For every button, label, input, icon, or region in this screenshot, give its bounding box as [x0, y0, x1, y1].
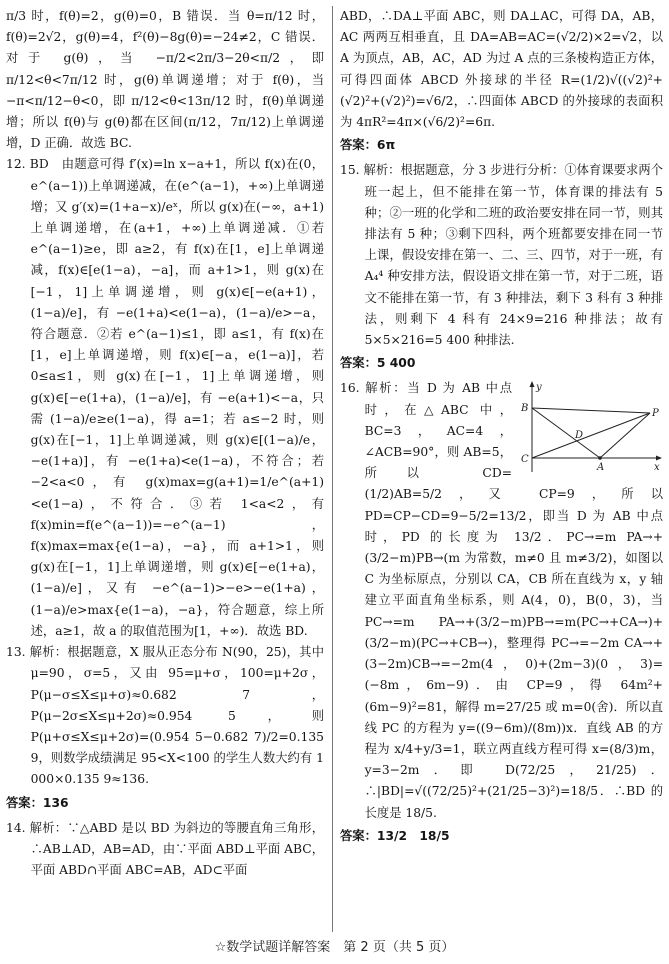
- label-d: D: [575, 430, 584, 442]
- q16-coordinate-figure: [518, 380, 663, 476]
- left-column: [6, 6, 324, 928]
- x-axis-arrow: [656, 456, 662, 461]
- q14-solution-end: ABD，∴DA⊥平面 ABC，则 DA⊥AC，可得 DA，AB，AC 两两互相垂直，且 DA=AB=AC=(√2/2)×2=√2，以 A 为顶点，AB，AC，AD 为过 A 点的三条棱构造正方体，可得四面体 ABCD 外接球的半径 R=(1/2)√((√2)²+(√2)²+(√2)²)=√6/2，∴四面体 ABCD 的外接球的表面积为 4πR²=4π×(√6/2)²=6π.: [340, 9, 663, 130]
- segment-ab: [532, 408, 600, 458]
- page-footer: ☆数学试题详解答案 第 2 页（共 5 页）: [214, 940, 455, 955]
- y-axis-arrow: [530, 381, 535, 387]
- q16-answer: 答案：13/2 18/5: [340, 828, 450, 843]
- segment-bp: [532, 408, 650, 413]
- q13-answer: 答案：136: [6, 795, 69, 810]
- q15-answer: 答案：5 400: [340, 356, 416, 371]
- q15-solution: 15. 解析：根据题意，分 3 步进行分析：①体育课要求两个班一起上，但不能排在第一节，体育课的排法有 5 种；②一班的化学和二班的政治要安排在同一节，则其排法有 5 种；③剩下四科，两个班都要安排在同一节上课，假设安排在第一、二、三、四节，对于一班，有 A₄⁴ 种安排方法，假设语文排在第一节，对于二班，语文不能排在第一节，有 3 种排法，剩下 3 科有 3 种排法，则剩下 4 科有 24×9=216 种排法；故有 5×5×216=5 400 种排法.: [340, 163, 663, 348]
- label-p: P: [652, 408, 659, 420]
- q13-solution: 13. 解析：根据题意，X 服从正态分布 N(90，25)，其中 μ=90，σ=5，又由 95=μ+σ，100=μ+2σ，P(μ−σ≤X≤μ+σ)≈0.682 7，P(μ−2σ≤X≤μ+2σ)≈0.954 5，则 P(μ+σ≤X≤μ+2σ)=(0.954 5−0.682 7)/2=0.135 9，则数学成绩满足 95<X<100 的学生人数大约有 1 000×0.135 9≈136.: [6, 645, 324, 787]
- column-divider: [332, 6, 333, 932]
- q14-answer: 答案：6π: [340, 138, 396, 153]
- right-column: [340, 6, 663, 928]
- segment-ap: [600, 413, 650, 458]
- q12-solution: 12. BD 由题意可得 f′(x)=ln x−a+1，所以 f(x)在(0，e^(a−1))上单调递减，在(e^(a−1)，+∞)上单调递增；又 g′(x)=(1+a−x)/eˣ，所以 g(x)在(−∞，a+1)上单调递增，在(a+1，+∞)上单调递减．①若 e^(a−1)≥e，即 a≥2，有 f(x)在[1，e]上单调递减，f(x)∈[e(1−a)，−a]，而 a+1>1，则 g(x)在[−1，1]上单调递增，则 g(x)∈[−e(a+1)，(1−a)/e]，有 −e(1+a)<e(1−a)，(1−a)/e>−a，符合题意．②若 e^(a−1)≤1，即 a≤1，有 f(x)在[1，e]上单调递增，则 f(x)∈[−a，e(1−a)]，若 0≤a≤1，则 g(x)在[−1，1]上单调递增，则 g(x)∈[−e(1+a)，(1−a)/e]，有 −e(a+1)<−a，只需 (1−a)/e≥e(1−a)，得 a=1；若 a≤−2 时，则 g(x)在[−1，1]上单调递减，则 g(x)∈[(1−a)/e，−e(1+a)]，有 −e(1+a)<e(1−a)，不符合；若 −2<a<0，有 g(x)max=g(a+1)=1/e^(a+1)<e(1−a)，不符合．③若 1<a<2，有 f(x)min=f(e^(a−1))=−e^(a−1)，f(x)max=max{e(1−a)，−a}，而 a+1>1，则 g(x)在[−1，1]上单调递增，则 g(x)∈[−e(1+a)，(1−a)/e]，又有 −e^(a−1)>−e>−e(1+a)，(1−a)/e>max{e(1−a)，−a}，符合题意，综上所述，a≥1，故 a 的取值范围为[1，+∞)．故选 BD.: [6, 157, 324, 638]
- label-y: y: [536, 382, 542, 394]
- label-b: B: [521, 403, 529, 415]
- label-c: C: [521, 454, 529, 466]
- point-a-dot: [598, 457, 602, 461]
- q14-solution-start: 14. 解析：∵△ABD 是以 BD 为斜边的等腰直角三角形，∴AB⊥AD，AB=AD，由∵平面 ABD⊥平面 ABC，平面 ABD∩平面 ABC=AB，AD⊂平面: [6, 820, 324, 878]
- label-x: x: [654, 462, 660, 474]
- q16-solution: 16. 解析：当 D 为 AB 中点时，在△ABC 中，BC=3，AC=4，∠ACB=90°，则 AB=5，所以 CD=(1/2)AB=5/2，又 CP=9，所以 PD=CP−CD=9−5/2=13/2，即当 D 为 AB 中点时，PD 的长度为 13/2．PC→=m PA→+(3/2−m)PB→(m 为常数，m≠0 且 m≠3/2)，如图以 C 为坐标原点，分别以 CA，CB 所在直线为 x，y 轴建立平面直角坐标系，则 A(4，0)，B(0，3)，当 PC→=m PA→+(3/2−m)PB→=m(PC→+CA→)+(3/2−m)(PC→+CB→)，整理得 PC→=−2m CA→+(3−2m)CB→=−2m(4，0)+(2m−3)(0，3)=(−8m，6m−9)．由 CP=9，得 64m²+(6m−9)²=81，解得 m=27/25 或 m=0(舍)．所以直线 PC 的方程为 y=((9−6m)/(8m))x．直线 AB 的方程为 x/4+y/3=1，联立两直线方程可得 x=(8/3)m，y=3−2m．即 D(72/25，21/25)．∴|BD|=√((72/25)²+(21/25−3)²)=18/5．∴BD 的长度是 18/5.: [340, 381, 663, 820]
- label-a: A: [597, 462, 605, 474]
- q11-continuation: π/3 时，f(θ)=2，g(θ)=0，B 错误．当 θ=π/12 时，f(θ)=2√2，g(θ)=4，f²(θ)−8g(θ)=−24≠2，C 错误．对于 g(θ)，当 −π/2<2π/3−2θ<π/2，即 π/12<θ<7π/12 时，g(θ)单调递增；对于 f(θ)，当 −π<π/12−θ<0，即 π/12<θ<13π/12 时，f(θ)单调递增；所以 f(θ)与 g(θ)都在区间(π/12，7π/12)上单调递增，D 正确．故选 BC.: [6, 9, 324, 151]
